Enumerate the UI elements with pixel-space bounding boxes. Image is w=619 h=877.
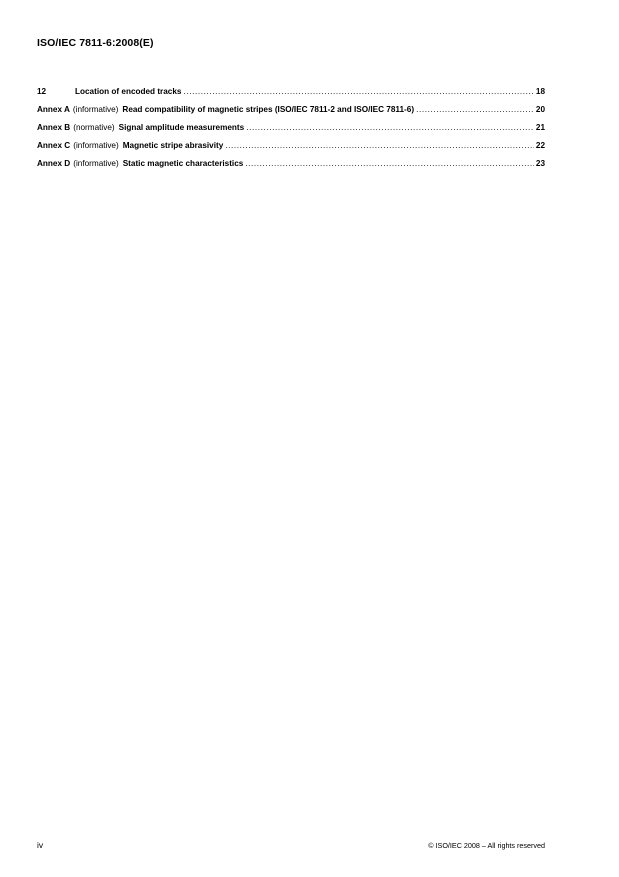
page-header-doc-id: ISO/IEC 7811-6:2008(E) — [37, 37, 154, 49]
toc-entry-annex-label: Annex C — [37, 141, 71, 150]
toc-dot-leader — [416, 105, 534, 114]
toc-dot-leader — [245, 159, 534, 168]
toc-entry-clause-12[interactable] — [37, 87, 545, 105]
toc-entry-title: Signal amplitude measurements — [118, 123, 245, 132]
toc-entry-title: Read compatibility of magnetic stripes (ISO/IEC 7811-2 and ISO/IEC 7811-6) — [122, 105, 415, 114]
toc-entry-page: 18 — [535, 87, 545, 96]
toc-entry-annex-kind: (informative) — [73, 159, 119, 168]
toc-entry-number: 12 — [37, 87, 47, 96]
toc-entry-page: 23 — [535, 159, 545, 168]
table-of-contents — [37, 87, 545, 177]
toc-entry-annex-kind: (informative) — [72, 105, 119, 114]
toc-entry-title: Location of encoded tracks — [75, 87, 182, 96]
toc-entry-title: Static magnetic characteristics — [122, 159, 244, 168]
toc-entry-annex-b[interactable] — [37, 123, 545, 141]
toc-dot-leader — [225, 141, 534, 150]
toc-entry-annex-c[interactable] — [37, 141, 545, 159]
footer-copyright: © ISO/IEC 2008 – All rights reserved — [428, 841, 545, 850]
toc-entry-annex-d[interactable] — [37, 159, 545, 177]
toc-entry-title: Magnetic stripe abrasivity — [122, 141, 224, 150]
toc-entry-annex-kind: (normative) — [73, 123, 115, 132]
footer-page-number: iv — [37, 840, 44, 850]
toc-entry-annex-label: Annex D — [37, 159, 71, 168]
toc-dot-leader — [246, 123, 534, 132]
toc-entry-annex-a[interactable] — [37, 105, 545, 123]
toc-dot-leader — [183, 87, 533, 96]
toc-entry-annex-label: Annex A — [37, 105, 70, 114]
toc-entry-page: 22 — [535, 141, 545, 150]
toc-entry-page: 20 — [535, 105, 545, 114]
toc-entry-annex-kind: (informative) — [73, 141, 119, 150]
toc-entry-page: 21 — [535, 123, 545, 132]
toc-entry-annex-label: Annex B — [37, 123, 71, 132]
